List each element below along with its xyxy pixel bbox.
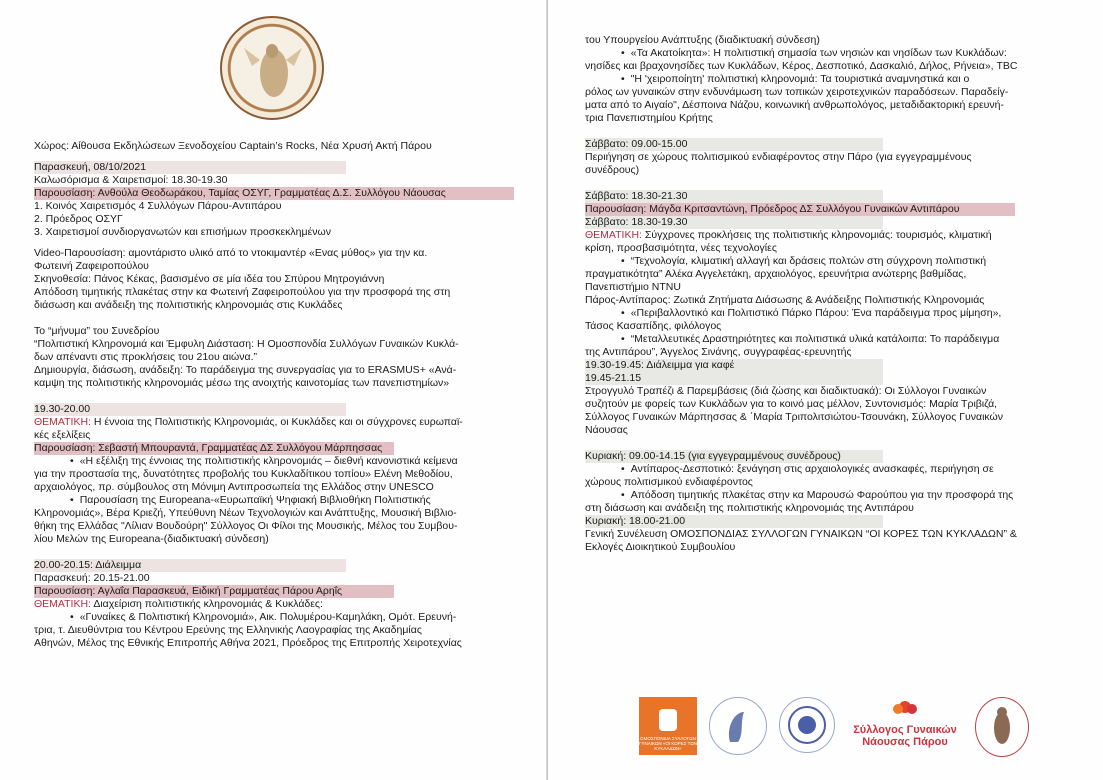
- r-talk-2-line-2: ρόλος ων γυναικών στην ενδυνάμωση των τοπικών χειροτεχνικών παραδόσεων. Παραδείγ-: [585, 86, 1009, 98]
- agenda-item-1: 1. Κοινός Χαιρετισμός 4 Συλλόγων Πάρου-Αντιπάρου: [34, 200, 282, 212]
- federation-logo: [639, 697, 697, 755]
- talk-2-line-2: Κληρονομιάς», Βέρα Κριεζή, Υπεύθυνη Νέων Τεχνολογιών και Ανάπτυξης, Μουσική Βιβλιο-: [34, 507, 457, 519]
- talk-1-line-2: για την προστασία της, δυνατότητες προβολής του Κυκλαδίτικου τοπίου» Ελένη Μεθοδίου,: [34, 468, 453, 480]
- friday-session-2: Παρασκευή: 20.15-21.00: [34, 572, 150, 584]
- r-talk-7-line-1: • Απόδοση τιμητικής πλακέτας στην κα Μαρουσώ Φαρούπου για την προσφορά της: [585, 489, 1065, 502]
- theme-4-line-1: [585, 229, 1065, 242]
- saturday-3: Σάββατο: 18.30-19.30: [585, 216, 883, 229]
- saturday-1: Σάββατο: 09.00-15.00: [585, 138, 883, 151]
- message-text-3: Δημιουργία, διάσωση, ανάδειξη: Το παράδειγμα της συνεργασίας για το ERASMUS+ «Ανά-: [34, 364, 457, 376]
- marpissa-club-logo: [709, 697, 767, 755]
- federation-logo-text: ΟΜΟΣΠΟΝΔΙΑ ΣΥΛΛΟΓΩΝ ΓΥΝΑΙΚΩΝ «ΟΙ ΚΟΡΕΣ ΤΩΝ ΚΥΚΛΑΔΩΝ»: [639, 736, 697, 751]
- r-talk-5-line-1: • “Μεταλλευτικές Δραστηριότητες και πολιτιστικά υλικά κατάλοιπα: Το παράδειγμα: [585, 333, 1065, 346]
- saturday-2: Σάββατο: 18.30-21.30: [585, 190, 883, 203]
- r-talk-4-line-1: • «Περιβαλλοντικό και Πολιτιστικό Πάρκο Πάρου: Ένα παράδειγμα προς μίμηση»,: [585, 307, 1065, 320]
- naoussa-logo-line-2: Νάουσας Πάρου: [862, 736, 948, 748]
- sunday-2: Κυριακή: 18.00-21.00: [585, 515, 883, 528]
- director-text: Σκηνοθεσία: Πάνος Κέκας, βασισμένο σε μία ιδέα του Σπύρου Μητρογιάννη: [34, 273, 385, 285]
- naoussa-logo-line-1: Σύλλογος Γυναικών: [853, 724, 957, 736]
- r-talk-4-line-2: Τάσος Κασαπίδης, φιλόλογος: [585, 320, 722, 332]
- presenter-1: Παρουσίαση: Ανθούλα Θεοδωράκου, Ταμίας ΟΣΥΓ, Γραμματέας Δ.Σ. Συλλόγου Νάουσας: [34, 187, 514, 200]
- talk-2-line-4: λίου Μελών της Europeana-(διαδικτυακή σύνδεση): [34, 533, 269, 545]
- venue-text: Χώρος: Αίθουσα Εκδηλώσεων Ξενοδοχείου Captain’s Rocks, Νέα Χρυσή Ακτή Πάρου: [34, 140, 432, 152]
- theme-label: ΘΕΜΑΤΙΚΗ:: [34, 416, 91, 428]
- break-1: 20.00-20.15: Διάλειμμα: [34, 559, 346, 572]
- paros-topic: Πάρος-Αντίπαρος: Ζωτικά Ζητήματα Διάσωσης & Ανάδειξης Πολιτιστικής Κληρονομιάς: [585, 294, 985, 306]
- r-talk-1-line-1: • «Τα Ακατοίκητα»: Η πολιτιστική σημασία των νησιών και νησίδων των Κυκλάδων:: [585, 47, 1065, 60]
- r-line-1: του Υπουργείου Ανάπτυξης (διαδικτυακή σύνδεση): [585, 34, 820, 46]
- talk-3-line-3: Αθηνών, Μέλος της Εθνικής Επιτροπής Αθήνα 2021, Πρόεδρος της Επιτροπής Χειροτεχνίας: [34, 637, 462, 649]
- agenda-item-3: 3. Χαιρετισμοί συνδιοργανωτών και επισήμων προσκεκλημένων: [34, 226, 331, 238]
- r-talk-3-line-3: Πανεπιστήμιο NTNU: [585, 281, 681, 293]
- ribbon-icon: [659, 709, 677, 731]
- arieis-club-logo: [975, 697, 1029, 757]
- presenter-2: Παρουσίαση: Σεβαστή Μπουραντά, Γραμματέας ΔΣ Συλλόγου Μάρπησσας: [34, 442, 394, 455]
- theme-2-line-2: κές εξελίξεις: [34, 429, 91, 441]
- welcome-time: Καλωσόρισμα & Χαιρετισμοί: 18.30-19.30: [34, 174, 228, 186]
- tour-1-line-1: Περιήγηση σε χώρους πολιτισμικού ενδιαφέροντος στην Πάρο (για εγγεγραμμένους: [585, 151, 972, 163]
- theme-3-text: Διαχείριση πολιτιστικής κληρονομιάς & Κυκλάδες:: [90, 598, 323, 610]
- round-table-1: Στρογγυλό Τραπέζι & Παρεμβάσεις (διά ζώσης και διαδικτυακά): Οι Σύλλογοι Γυναικών: [585, 385, 987, 397]
- r-talk-2-line-3: ματα από το Αιγαίο", Δέσποινα Νάζου, κοινωνική ανθρωπολόγος, μεταδιδακτορική ερευνή-: [585, 99, 1004, 111]
- tour-1-line-2: συνέδρους): [585, 164, 640, 176]
- theme-3-line: [34, 598, 534, 611]
- plaque-text-1: Απόδοση τιμητικής πλακέτας στην κα Φωτεινή Ζαφειροπούλου για την προσφορά της στη: [34, 286, 451, 298]
- message-text-1: “Πολιτιστική Κληρονομιά και Έμφυλη Διάσταση: Η Ομοσπονδία Συλλόγων Γυναικών Κυκλά-: [34, 338, 459, 350]
- coffee-break: 19.30-19.45: Διάλειμμα για καφέ: [585, 359, 883, 372]
- talk-3-line-1: • «Γυναίκες & Πολιτιστική Κληρονομιά», Αικ. Πολυμέρου-Καμηλάκη, Ομότ. Ερευνή-: [34, 611, 534, 624]
- round-table-3: Σύλλογος Γυναικών Μάρπησσας & ΄Μαρία Τριπολιτσιώτου-Τσουνάκη, Σύλλογος Γυναικών: [585, 411, 1003, 423]
- r-talk-3-line-2: πραγματικότητα” Αλέκα Αγγελετάκη, αρχαιολόγος, ερευνήτρια ανώτερης βαθμίδας,: [585, 268, 967, 280]
- antiparos-club-logo: [779, 697, 835, 753]
- talk-2-line-3: θήκη της Ελλάδας "Λίλιαν Βουδούρη" Σύλλογος Οι Φίλοι της Μουσικής, Μέλος του Συμβου-: [34, 520, 458, 532]
- flower-icon: [889, 697, 921, 723]
- r-talk-6-line-1: • Αντίπαρος-Δεσποτικό: ξενάγηση στις αρχαιολογικές ανασκαφές, περιήγηση σε: [585, 463, 1065, 476]
- theme-2-text: Η έννοια της Πολιτιστικής Κληρονομιάς, οι Κυκλάδες και οι σύγχρονες ευρωπαϊ-: [90, 416, 463, 428]
- theme-label: ΘΕΜΑΤΙΚΗ:: [34, 598, 91, 610]
- congress-seal-logo: [220, 16, 324, 120]
- talk-2-line-1: • Παρουσίαση της Europeana-«Ευρωπαϊκή Ψηφιακή Βιβλιοθήκη Πολιτιστικής: [34, 494, 534, 507]
- theme-4-line-2: κρίση, προσβασιμότητα, νέες τεχνολογίες: [585, 242, 777, 254]
- naoussa-logo-text: [845, 724, 965, 748]
- presenter-4: Παρουσίαση: Μάγδα Κριτσαντώνη, Πρόεδρος ΔΣ Συλλόγου Γυναικών Αντιπάρου: [585, 203, 1015, 216]
- message-text-2: δων απέναντι στις προκλήσεις του 21ου αιώνα.”: [34, 351, 257, 363]
- assembly-line-2: Εκλογές Διοικητικού Συμβουλίου: [585, 541, 736, 553]
- r-talk-5-line-2: της Αντιπάρου”, Άγγελος Σινάνης, συγγραφέας-ερευνητής: [585, 346, 852, 358]
- r-talk-3-line-1: • “Τεχνολογία, κλιματική αλλαγή και δράσεις πολτών στη σύγχρονη πολιτιστική: [585, 255, 1065, 268]
- sponsor-logos: [548, 697, 1103, 757]
- video-text-2: Φωτεινή Ζαφειροπούλου: [34, 260, 149, 272]
- left-page: [0, 0, 548, 780]
- r-talk-6-line-2: χώρους πολιτισμικού ενδιαφέροντος: [585, 476, 753, 488]
- right-column: [585, 34, 1065, 554]
- r-talk-2-line-4: τρια Πανεπιστημίου Κρήτης: [585, 112, 713, 124]
- sunday-1: Κυριακή: 09.00-14.15 (για εγγεγραμμένους συνέδρους): [585, 450, 883, 463]
- talk-1-line-1: • «Η εξέλιξη της έννοιας της πολιτιστικής κληρονομιάς – διεθνή κανονιστικά κείμενα: [34, 455, 534, 468]
- presenter-3: Παρουσίαση: Αγλαΐα Παρασκευά, Ειδική Γραμματέας Πάρου Αρηΐς: [34, 585, 394, 598]
- assembly-line-1: Γενική Συνέλευση ΟΜΟΣΠΟΝΔΙΑΣ ΣΥΛΛΟΓΩΝ ΓΥΝΑΙΚΩΝ “ΟΙ ΚΟΡΕΣ ΤΩΝ ΚΥΚΛΑΔΩΝ” &: [585, 528, 1017, 540]
- left-column: [34, 140, 534, 650]
- theme-2-line-1: [34, 416, 534, 429]
- plaque-text-2: διάσωση και ανάδειξη της πολιτιστικής κληρονομιάς στις Κυκλάδες: [34, 299, 343, 311]
- message-text-4: καμψη της πολιτιστικής κληρονομιάς μέσω της ανοιχτής καινοτομίας των πανεπιστημίων»: [34, 377, 450, 389]
- video-text-1: Video-Παρουσίαση: αμοντάριστο υλικό από το ντοκιμαντέρ «Ενας μύθος» για την κα.: [34, 247, 428, 259]
- talk-3-line-2: τρια, τ. Διευθύντρια του Κέντρου Ερεύνης της Ελληνικής Λαογραφίας της Ακαδημίας: [34, 624, 422, 636]
- talk-1-line-3: αρχαιολόγος, πρ. σύμβουλος στη Μόνιμη Αντιπροσωπεία της Ελλάδος στην UNESCO: [34, 481, 434, 493]
- round-table-2: συζητούν με φορείς των Κυκλάδων για το κοινό μας μέλλον, Συντονισμός: Μαρία Τριβιζά,: [585, 398, 998, 410]
- r-talk-7-line-2: στη διάσωση και ανάδειξη της πολιτιστικής κληρονομιάς της Αντιπάρου: [585, 502, 914, 514]
- round-table-4: Νάουσας: [585, 424, 628, 436]
- right-page: [548, 0, 1103, 780]
- session-time-5: 19.45-21.15: [585, 372, 883, 385]
- theme-4-text: Σύγχρονες προκλήσεις της πολιτιστικής κληρονομιάς: τουρισμός, κλιματική: [641, 229, 992, 241]
- naoussa-club-logo: [845, 697, 965, 755]
- message-title: Το “μήνυμα” του Συνεδρίου: [34, 325, 160, 337]
- r-talk-1-line-2: νησίδες και βραχονησίδες των Κυκλάδων, Κέρος, Δεσποτικό, Δασκαλιό, Δήλος, Ρήνεια», TBC: [585, 60, 1018, 72]
- agenda-item-2: 2. Πρόεδρος ΟΣΥΓ: [34, 213, 123, 225]
- theme-label: ΘΕΜΑΤΙΚΗ:: [585, 229, 642, 241]
- session-time-2: 19.30-20.00: [34, 403, 346, 416]
- friday-date: Παρασκευή, 08/10/2021: [34, 161, 346, 174]
- r-talk-2-line-1: • "Η 'χειροποίητη' πολιτιστική κληρονομιά: Τα τουριστικά αναμνηστικά και ο: [585, 73, 1065, 86]
